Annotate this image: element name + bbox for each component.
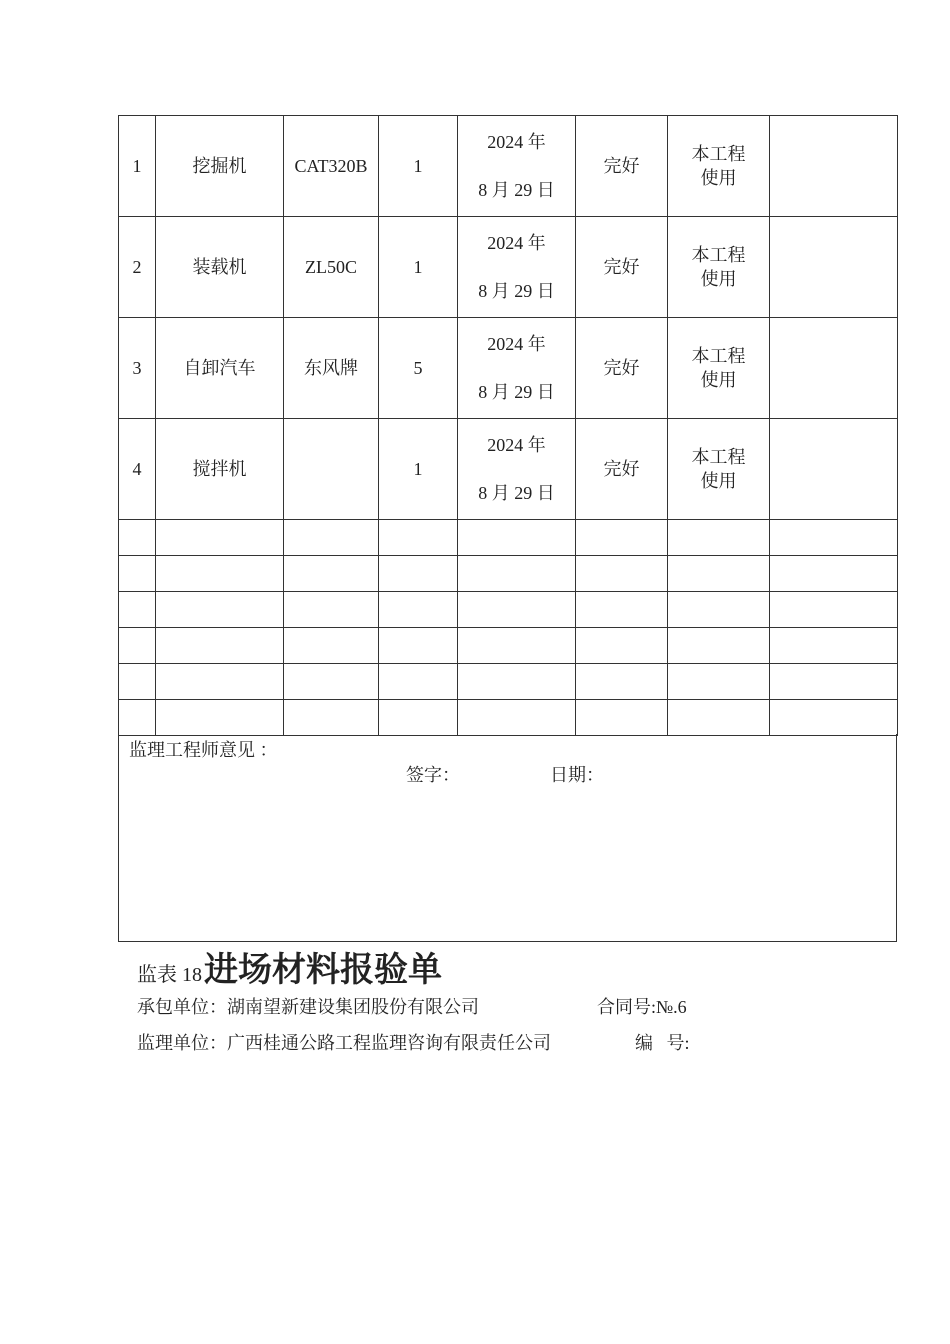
cell-date [458,419,576,520]
cell-qty: 5 [379,318,458,419]
cell-remark [770,217,898,318]
empty-cell [119,628,156,664]
empty-cell [119,520,156,556]
empty-cell [284,628,379,664]
cell-date [458,318,576,419]
empty-cell [668,556,770,592]
cell-qty: 1 [379,116,458,217]
empty-cell [284,556,379,592]
empty-cell [119,664,156,700]
empty-cell [576,556,668,592]
cell-remark [770,318,898,419]
empty-cell [156,556,284,592]
empty-cell [119,556,156,592]
empty-cell [576,664,668,700]
empty-table-row [119,592,898,628]
date-year: 2024 年 [487,131,546,152]
empty-cell [668,664,770,700]
empty-cell [284,520,379,556]
empty-cell [668,520,770,556]
cell-usage: 本工程使用 [668,318,770,419]
date-day: 8 月 29 日 [478,281,555,301]
empty-cell [458,628,576,664]
empty-cell [770,628,898,664]
empty-cell [770,592,898,628]
table-row [119,419,898,520]
empty-table-row [119,700,898,736]
signature-label: 签字： [406,765,460,785]
supervisor-opinion-box [118,734,897,942]
cell-model: CAT320B [284,116,379,217]
equipment-table-body [119,116,898,736]
empty-table-row [119,664,898,700]
cell-no: 2 [119,217,156,318]
date-year: 2024 年 [487,232,546,253]
empty-cell [156,628,284,664]
form-title [137,942,442,991]
cell-condition: 完好 [576,318,668,419]
date-year: 2024 年 [487,333,546,354]
empty-cell [379,556,458,592]
cell-model [284,419,379,520]
empty-cell [119,700,156,736]
empty-cell [379,628,458,664]
empty-cell [668,628,770,664]
table-row [119,318,898,419]
empty-cell [284,700,379,736]
cell-name: 搅拌机 [156,419,284,520]
empty-cell [379,520,458,556]
empty-cell [156,592,284,628]
cell-usage: 本工程使用 [668,419,770,520]
cell-name: 自卸汽车 [156,318,284,419]
date-year: 2024 年 [487,434,546,455]
empty-cell [770,700,898,736]
date-day: 8 月 29 日 [478,382,555,402]
empty-cell [379,664,458,700]
date-day: 8 月 29 日 [478,180,555,200]
empty-cell [668,592,770,628]
cell-remark [770,419,898,520]
empty-cell [576,592,668,628]
cell-usage: 本工程使用 [668,116,770,217]
cell-condition: 完好 [576,116,668,217]
date-day: 8 月 29 日 [478,483,555,503]
empty-cell [668,700,770,736]
cell-usage: 本工程使用 [668,217,770,318]
form-code: 监表 18 [137,964,202,986]
empty-cell [458,556,576,592]
empty-cell [156,700,284,736]
cell-model: 东风牌 [284,318,379,419]
empty-table-row [119,556,898,592]
contractor-line: 承包单位：湖南望新建设集团股份有限公司 [137,997,479,1017]
supervisor-line: 监理单位：广西桂通公路工程监理咨询有限责任公司 [137,1033,551,1053]
empty-cell [156,664,284,700]
form-main-title: 进场材料报验单 [204,952,442,989]
cell-date [458,217,576,318]
empty-cell [379,592,458,628]
empty-table-row [119,628,898,664]
empty-table-row [119,520,898,556]
empty-cell [770,556,898,592]
cell-condition: 完好 [576,419,668,520]
cell-qty: 1 [379,217,458,318]
contract-number: 合同号:№.6 [597,997,687,1017]
empty-cell [458,520,576,556]
cell-name: 挖掘机 [156,116,284,217]
empty-cell [284,664,379,700]
empty-cell [119,592,156,628]
empty-cell [458,700,576,736]
cell-no: 3 [119,318,156,419]
empty-cell [284,592,379,628]
table-row [119,116,898,217]
table-row [119,217,898,318]
cell-date [458,116,576,217]
equipment-table [118,115,898,736]
cell-model: ZL50C [284,217,379,318]
cell-qty: 1 [379,419,458,520]
cell-remark [770,116,898,217]
empty-cell [770,520,898,556]
empty-cell [576,628,668,664]
cell-no: 1 [119,116,156,217]
opinion-label: 监理工程师意见 ： [129,740,278,760]
cell-no: 4 [119,419,156,520]
empty-cell [576,700,668,736]
empty-cell [458,592,576,628]
serial-number: 编 号: [635,1033,690,1053]
empty-cell [576,520,668,556]
cell-name: 装载机 [156,217,284,318]
empty-cell [770,664,898,700]
empty-cell [458,664,576,700]
date-label: 日期： [550,765,604,785]
empty-cell [379,700,458,736]
cell-condition: 完好 [576,217,668,318]
empty-cell [156,520,284,556]
